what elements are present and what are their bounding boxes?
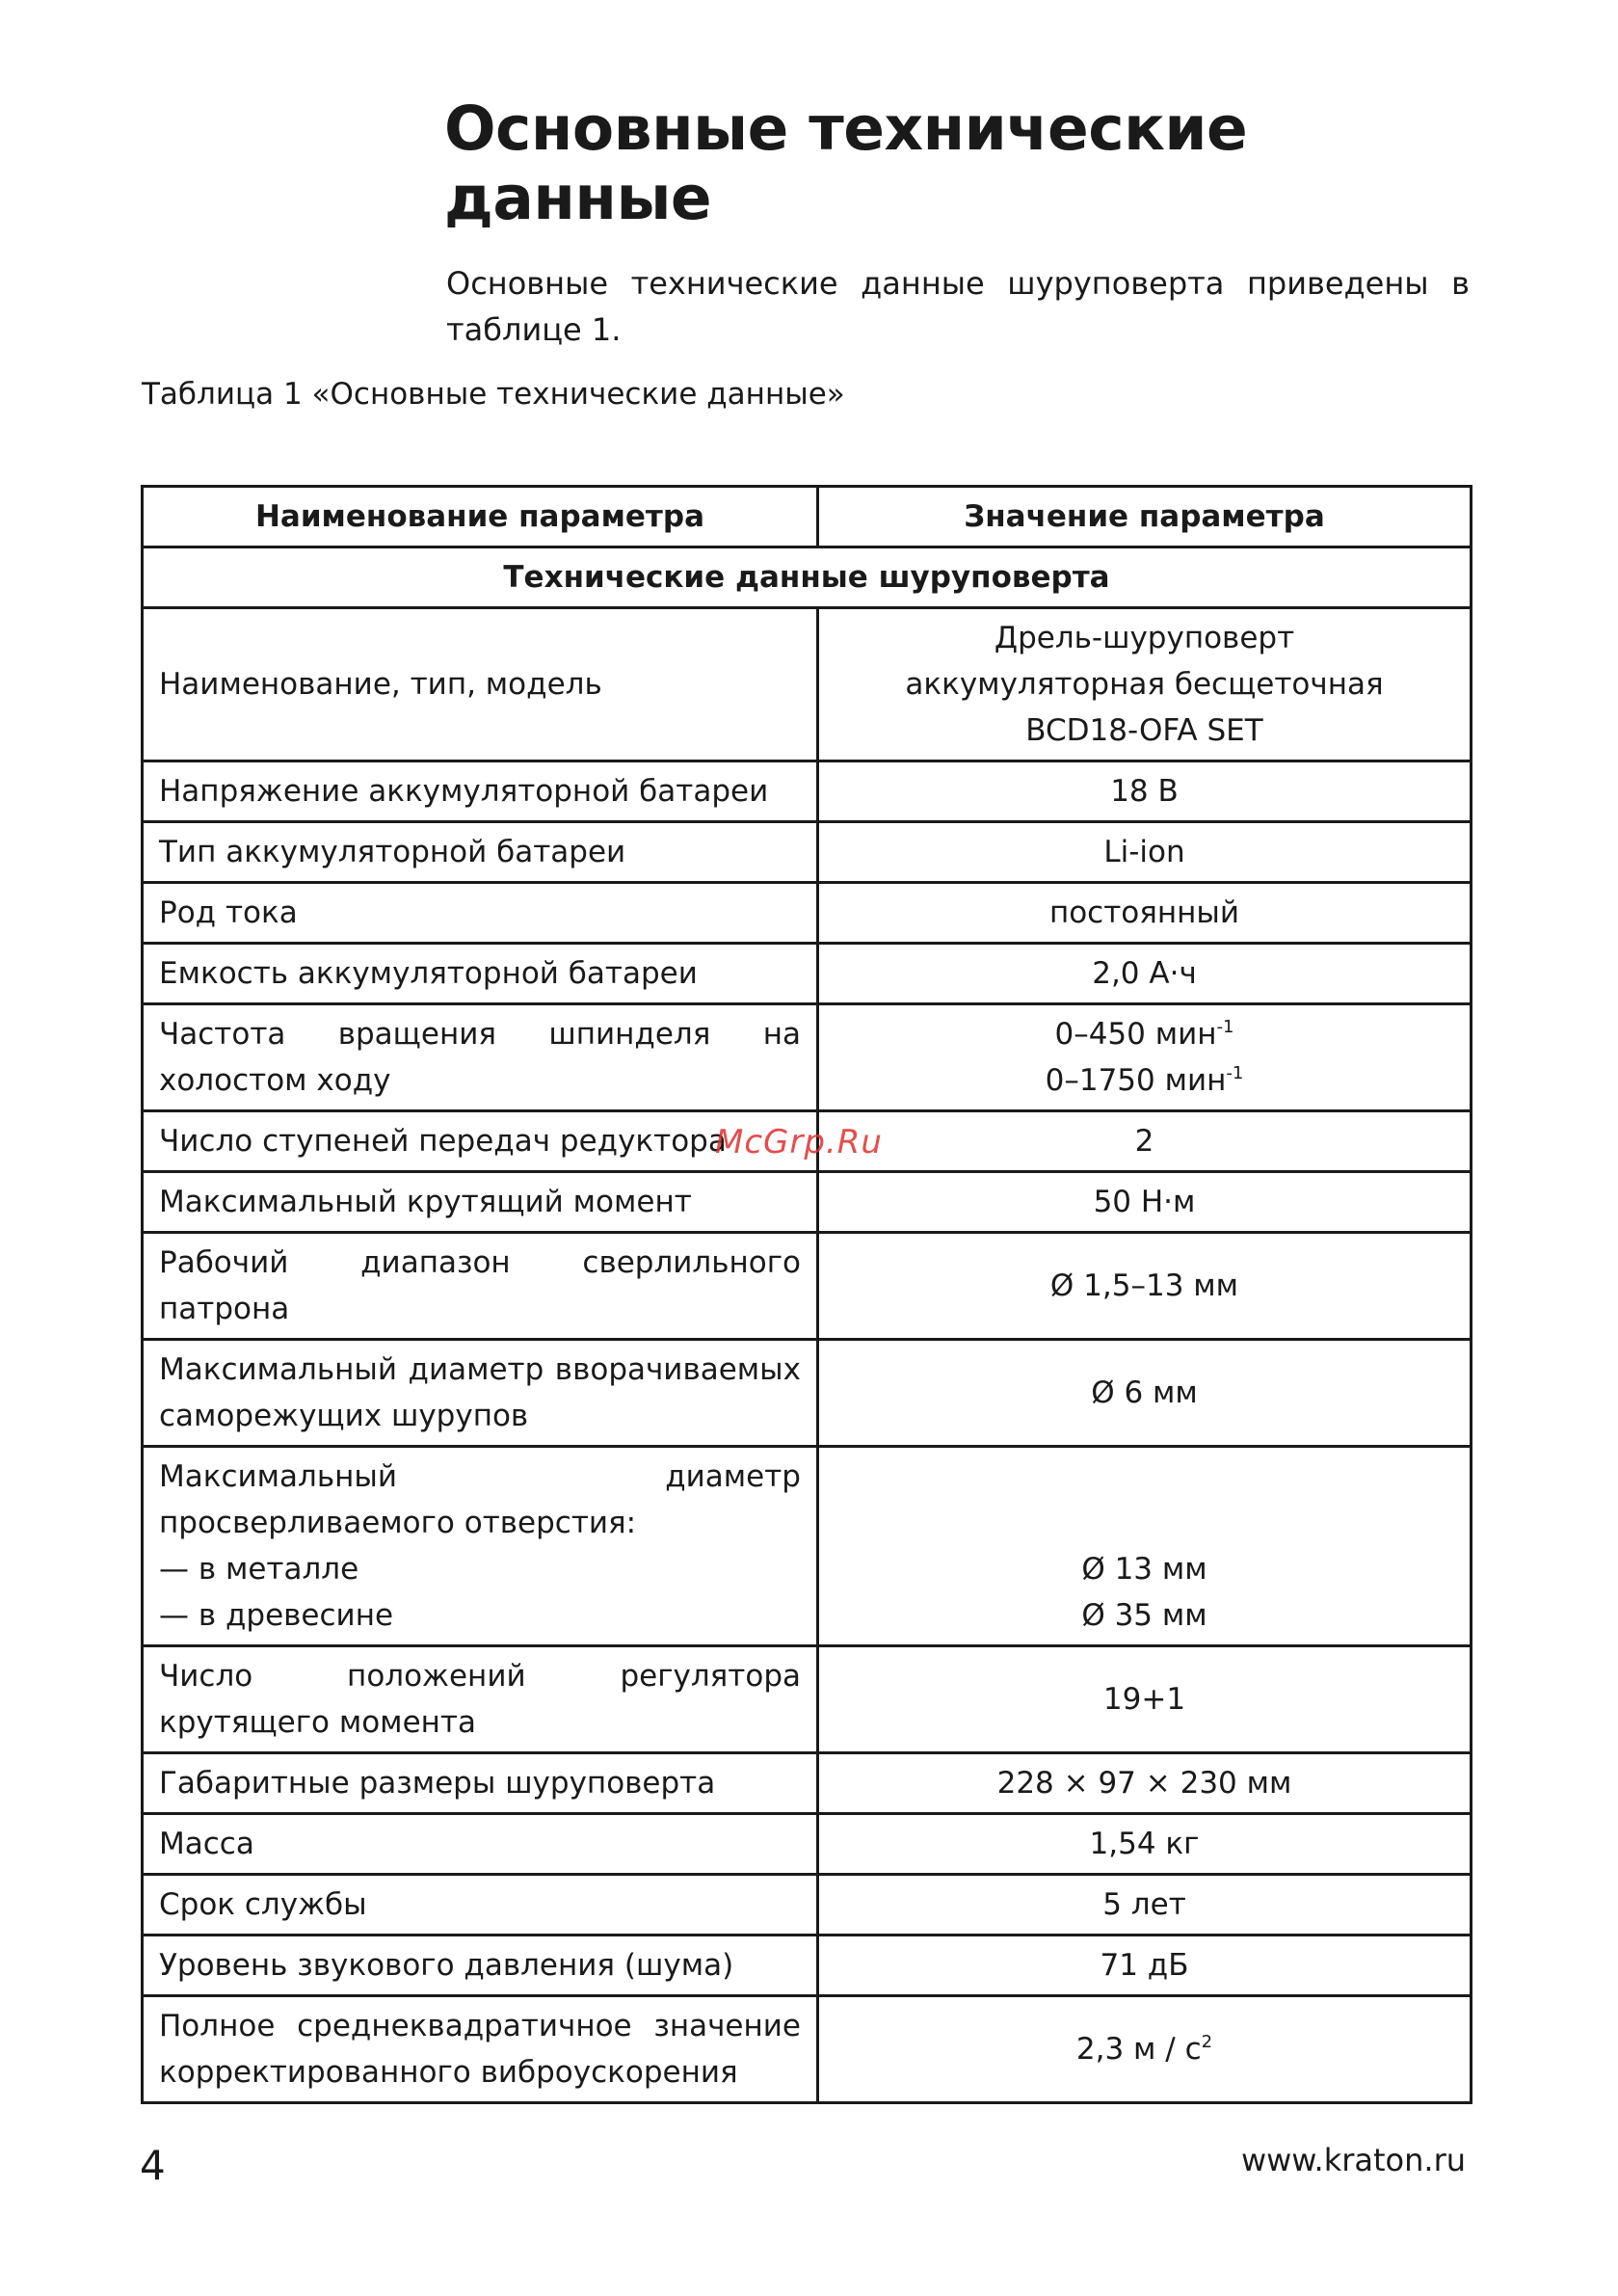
table-row <box>143 1875 1472 1936</box>
table-row <box>143 1646 1472 1753</box>
param-name: Род тока <box>143 883 818 944</box>
param-name: Рабочий диапазон сверлильного патрона <box>143 1233 818 1340</box>
param-value: 2,3 м / $с^2$ <box>818 1996 1472 2103</box>
param-value: 19+1 <box>818 1646 1472 1753</box>
page-title <box>444 94 1504 233</box>
param-name: Число ступеней передач редуктора <box>143 1111 818 1172</box>
param-value: 5 лет <box>818 1875 1472 1936</box>
page-number: 4 <box>140 2142 166 2189</box>
table-row <box>143 1172 1472 1233</box>
table-row <box>143 1233 1472 1340</box>
param-name: Наименование, тип, модель <box>143 608 818 761</box>
table-row <box>143 883 1472 944</box>
param-name: Срок службы <box>143 1875 818 1936</box>
section-title: Технические данные шуруповерта <box>143 547 1472 608</box>
param-name: Тип аккумуляторной батареи <box>143 822 818 883</box>
table-row <box>143 1996 1472 2103</box>
page-title-line-2: данные <box>444 163 712 233</box>
param-value: 1,54 кг <box>818 1814 1472 1875</box>
param-name: Полное среднеквадратичное значение корректированного виброускорения <box>143 1996 818 2103</box>
table-row <box>143 822 1472 883</box>
param-name: Максимальный крутящий момент <box>143 1172 818 1233</box>
table-row <box>143 1936 1472 1996</box>
table-row <box>143 608 1472 761</box>
param-value: 2,0 А·ч <box>818 944 1472 1004</box>
param-name: Частота вращения шпинделя на холостом ходу <box>143 1004 818 1111</box>
param-value: 50 Н·м <box>818 1172 1472 1233</box>
watermark: McGrp.Ru <box>715 1123 883 1161</box>
page-title-line-1: Основные технические <box>444 93 1248 164</box>
table-caption: Таблица 1 «Основные технические данные» <box>142 377 845 412</box>
header-parameter-value: Значение параметра <box>818 487 1472 547</box>
table-header-row <box>143 487 1472 547</box>
table-row <box>143 1004 1472 1111</box>
param-value: постоянный <box>818 883 1472 944</box>
table-row <box>143 1447 1472 1646</box>
table-section-row <box>143 547 1472 608</box>
param-value: Ø 6 мм <box>818 1340 1472 1447</box>
table-row <box>143 1340 1472 1447</box>
table-row <box>143 944 1472 1004</box>
param-value: 18 В <box>818 761 1472 822</box>
param-name: Масса <box>143 1814 818 1875</box>
param-name: Напряжение аккумуляторной батареи <box>143 761 818 822</box>
header-parameter-name: Наименование параметра <box>143 487 818 547</box>
param-name: Уровень звукового давления (шума) <box>143 1936 818 1996</box>
param-value: 71 дБ <box>818 1936 1472 1996</box>
param-value: 0–450 мин$^{-1}$ 0–1750 мин$^{-1}$ <box>818 1004 1472 1111</box>
param-value: Ø 1,5–13 мм <box>818 1233 1472 1340</box>
table-row <box>143 1753 1472 1814</box>
param-value: Ø 13 мм Ø 35 мм <box>818 1447 1472 1646</box>
param-name: Емкость аккумуляторной батареи <box>143 944 818 1004</box>
table-row <box>143 1814 1472 1875</box>
intro-paragraph: Основные технические данные шуруповерта приведены в таблице 1. <box>446 265 1470 348</box>
table-row <box>143 761 1472 822</box>
param-name: Число положений регулятора крутящего момента <box>143 1646 818 1753</box>
param-name: Максимальный диаметр просверливаемого отверстия: — в металле — в древесине <box>143 1447 818 1646</box>
param-value: Li-ion <box>818 822 1472 883</box>
spec-table <box>141 485 1472 2104</box>
param-name: Максимальный диаметр вворачиваемых саморежущих шурупов <box>143 1340 818 1447</box>
param-value: 228 × 97 × 230 мм <box>818 1753 1472 1814</box>
website-link[interactable]: www.kraton.ru <box>1240 2142 1466 2178</box>
param-value: 2 <box>818 1111 1472 1172</box>
param-value: Дрель-шуруповерт аккумуляторная бесщеточная BCD18-OFA SET <box>818 608 1472 761</box>
param-name: Габаритные размеры шуруповерта <box>143 1753 818 1814</box>
